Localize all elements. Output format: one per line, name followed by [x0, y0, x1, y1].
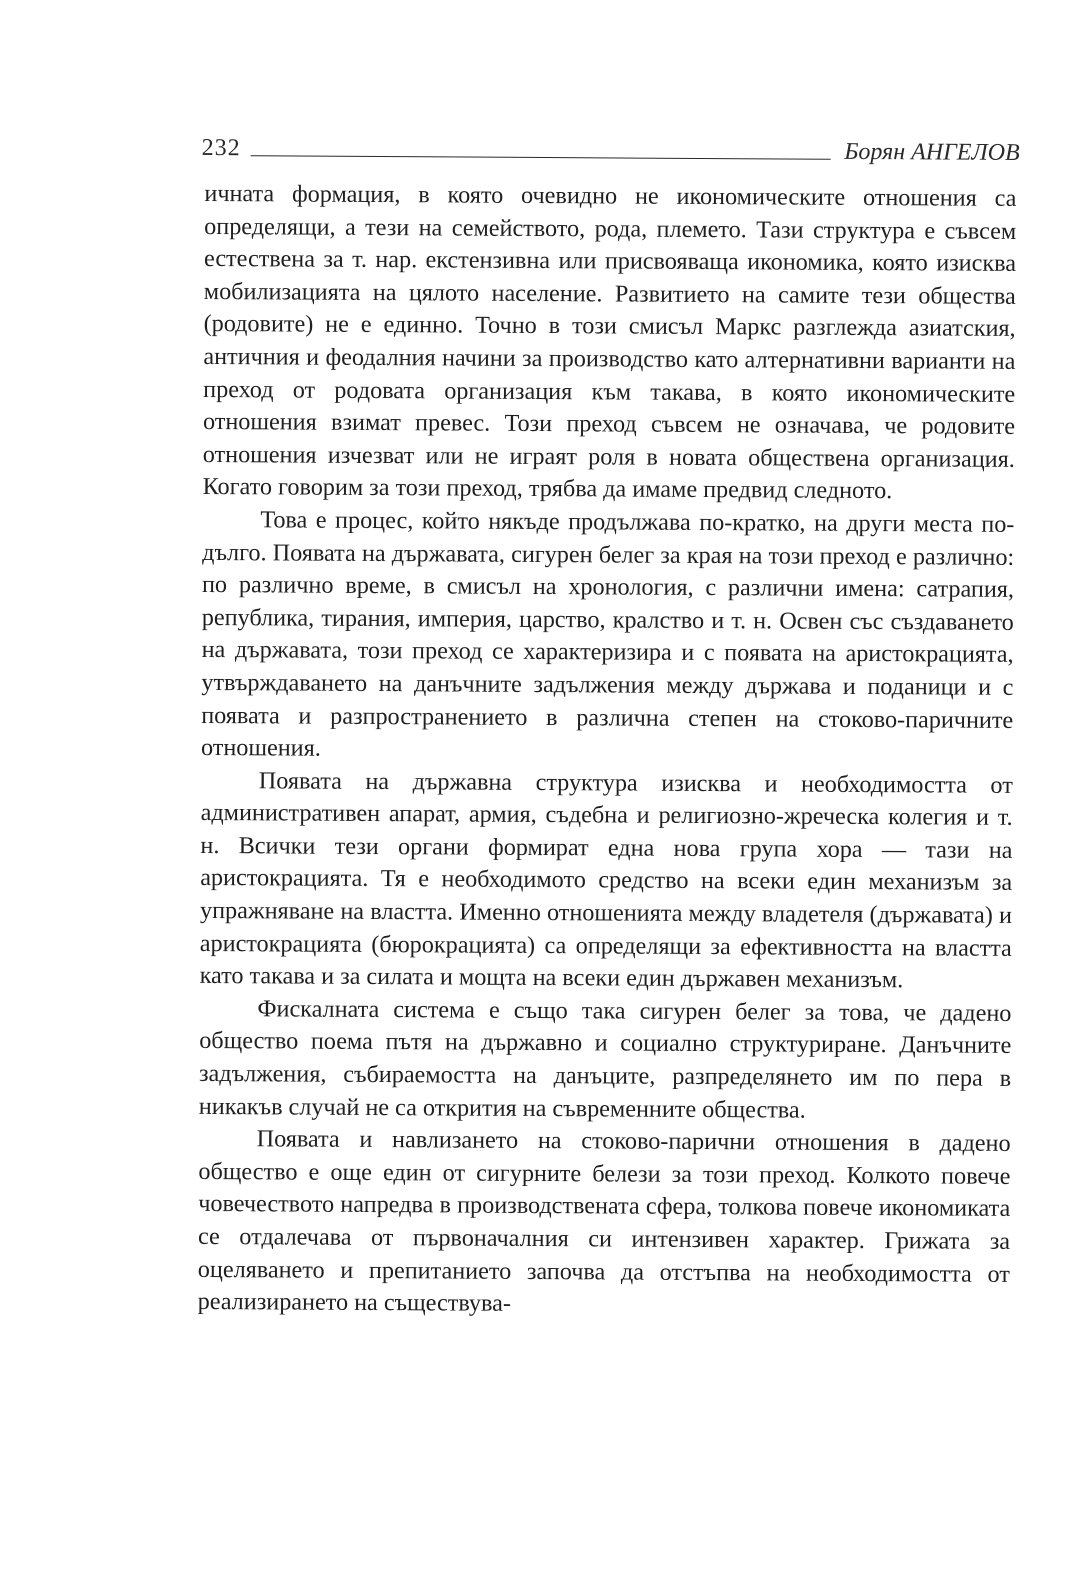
paragraph: Появата и навлизането на стоково-парични отношения в дадено общество е още един от сигурните белези за този преход. Колкото повече човечеството напредва в производствената сфера, толкова повече икономиката се отдалечава от първоначалния си интензивен характер. Грижата за оцеляването и препитанието започва да отстъпва на необходимостта от реализирането на съществува- — [197, 1125, 1011, 1318]
page-number: 232 — [201, 134, 241, 162]
running-head-author: Борян АНГЕЛОВ — [844, 138, 1020, 166]
header-rule — [251, 155, 831, 160]
page-header — [202, 120, 1020, 165]
paragraph: Фискалната система е също така сигурен белег за това, че дадено общество поема пътя на държавно и социално структуриране. Данъчните задължения, събираемостта на данъците, разпределянето им по пера в никакъв случай не са открития на съвременните общества. — [198, 995, 1012, 1124]
paragraph-continuation: ичната формация, в която очевидно не икономическите отношения са определящи, а тези на семейството, рода, племето. Тази структура е съвсем естествена за т. нар. екстензивна или присвояваща икономика, която изисква мобилизацията на цялото население. Развитието на самите тези общества (родовите) не е единно. Точно в този смисъл Маркс разглежда азиатския, античния и феодалния начини за производство като алтернативни варианти на преход от родовата организация към такава, в която икономическите отношения взимат превес. Този преход съвсем не означава, че родовите отношения изчезват или не играят роля в новата обществена организация. Когато говорим за този преход, трябва да имаме предвид следното. — [202, 179, 1017, 505]
body-text — [198, 178, 1017, 1324]
paragraph: Появата на държавна структура изисква и необходимостта от административен апарат, армия, съдебна и религиозно-жреческа колегия и т. н. Всички тези органи формират една нова група хора — тази на аристокрацията. Тя е необходимото средство на всеки един механизъм за упражняване на властта. Именно отношенията между владетеля (държавата) и аристокрацията (бюрокрацията) са определящи за ефективността на властта като такава и за силата и мощта на всеки един държавен механизъм. — [199, 766, 1013, 994]
paragraph: Това е процес, който някъде продължава по-кратко, на други места по-дълго. Появата на държавата, сигурен белег за края на този преход е различно: по различно време, в смисъл на хронология, с различни имена: сатрапия, република, тирания, империя, царство, кралство и т. н. Освен със създаването на държавата, този преход се характеризира и с появата на аристокрацията, утвърждаването на данъчните задължения между държава и поданици и с появата и разпространението в различна степен на стоково-паричните отношения. — [200, 506, 1015, 762]
